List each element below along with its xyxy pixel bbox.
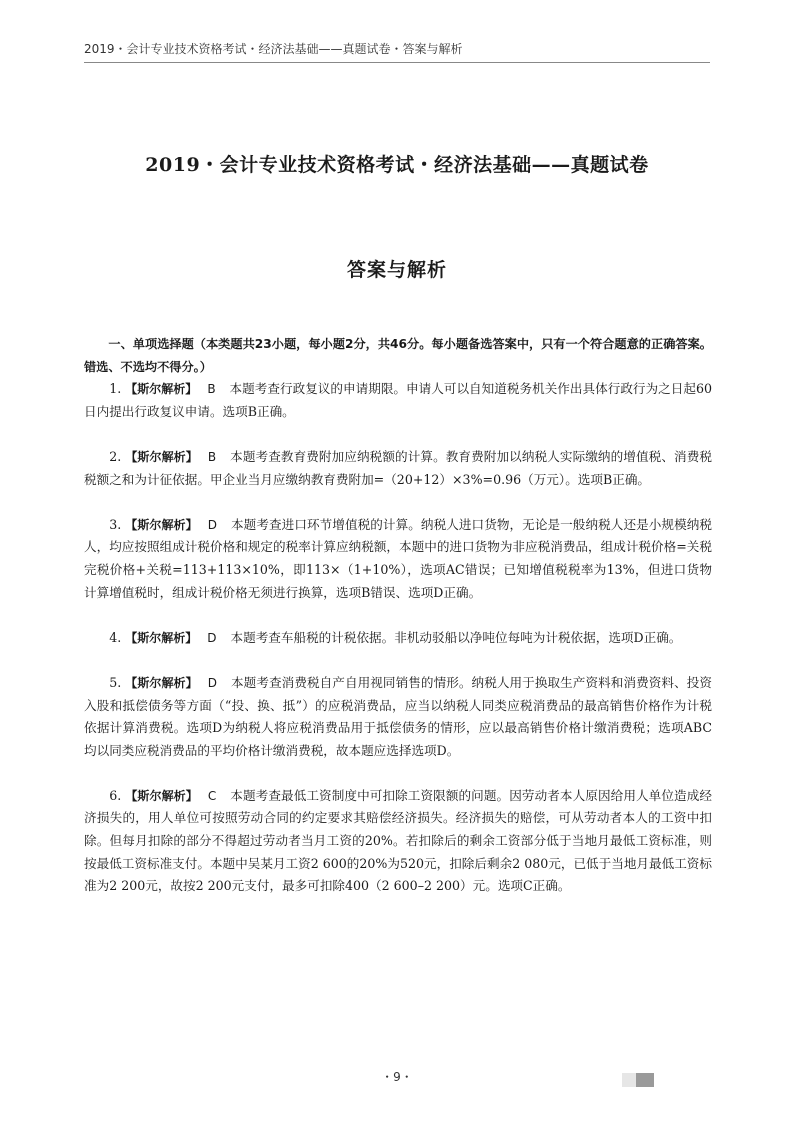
analysis-tag: 【斯尔解析】 [125,630,198,645]
analysis-tag: 【斯尔解析】 [125,675,198,690]
answer-item-4 [84,627,712,650]
item-number: 1. [109,381,122,397]
page-title: 2019・会计专业技术资格考试・经济法基础——真题试卷 [145,154,649,176]
answer-item-6 [84,785,712,898]
answer-letter: B [207,449,217,464]
corner-decoration [622,1073,636,1087]
spacer [84,604,712,627]
analysis-tag: 【斯尔解析】 [125,449,198,464]
explanation-text: 本题考查教育费附加应纳税额的计算。教育费附加以纳税人实际缴纳的增值税、消费税税额之和为计征依据。甲企业当月应缴纳教育费附加=（20+12）×3%=0.96（万元）。选项B正确。 [84,448,712,487]
answer-letter: C [207,788,217,803]
page-number: ・9・ [381,1070,413,1084]
analysis-tag: 【斯尔解析】 [125,382,198,397]
running-header: 2019・会计专业技术资格考试・经济法基础——真题试卷・答案与解析 [84,42,463,56]
answer-item-5 [84,672,712,762]
spacer [84,649,712,672]
page-subtitle: 答案与解析 [346,259,447,281]
item-number: 4. [109,629,122,645]
analysis-tag: 【斯尔解析】 [125,517,198,532]
header-divider [84,62,710,63]
answer-item-1 [84,378,712,423]
answer-letter: D [207,517,217,532]
explanation-text: 本题考查消费税自产自用视同销售的情形。纳税人用于换取生产资料和消费资料、投资入股和抵偿债务等方面（“投、换、抵”）的应税消费品，应当以纳税人同类应税消费品的最高销售价格作为计税依据计算消费税。选项D为纳税人将应税消费品用于抵偿债务的情形，应以最高销售价格计缴消费税；选项ABC均以同类应税消费品的平均价格计缴消费税，故本题应选择选项D。 [84,674,712,758]
spacer [84,762,712,785]
answer-content [84,333,712,898]
answer-item-2 [84,446,712,491]
section-heading: 一、单项选择题（本类题共23小题，每小题2分，共46分。每小题备选答案中，只有一个符合题意的正确答案。错选、不选均不得分。） [84,337,712,374]
answer-letter: D [207,675,217,690]
answer-letter: D [207,630,217,645]
explanation-text: 本题考查行政复议的申请期限。申请人可以自知道税务机关作出具体行政行为之日起60日内提出行政复议申请。选项B正确。 [84,381,712,419]
answer-letter: B [207,382,216,397]
item-number: 5. [109,674,122,690]
item-number: 3. [109,516,122,532]
explanation-text: 本题考查进口环节增值税的计算。纳税人进口货物，无论是一般纳税人还是小规模纳税人，均应按照组成计税价格和规定的税率计算应纳税额，本题中的进口货物为非应税消费品，组成计税价格=关税完税价格+关税=113+113×10%，即113×（1+10%），选项AC错误；已知增值税税率为13%，但进口货物计算增值税时，组成计税价格无须进行换算，选项B错误、选项D正确。 [84,516,712,600]
spacer [84,491,712,514]
explanation-text: 本题考查车船税的计税依据。非机动驳船以净吨位每吨为计税依据，选项D正确。 [230,629,682,645]
corner-decoration [636,1073,654,1087]
item-number: 6. [109,787,122,803]
answer-item-3 [84,514,712,604]
spacer [84,423,712,446]
explanation-text: 本题考查最低工资制度中可扣除工资限额的问题。因劳动者本人原因给用人单位造成经济损失的，用人单位可按照劳动合同的约定要求其赔偿经济损失。经济损失的赔偿，可从劳动者本人的工资中扣除。但每月扣除的部分不得超过劳动者当月工资的20%。若扣除后的剩余工资部分低于当地月最低工资标准，则按最低工资标准支付。本题中吴某月工资2 600的20%为520元，扣除后剩余2 080元，已低于当地月最低工资标准为2 200元，故按2 200元支付，最多可扣除400（2 600–2 200）元。选项C正确。 [84,787,712,894]
analysis-tag: 【斯尔解析】 [125,788,198,803]
item-number: 2. [109,448,122,464]
